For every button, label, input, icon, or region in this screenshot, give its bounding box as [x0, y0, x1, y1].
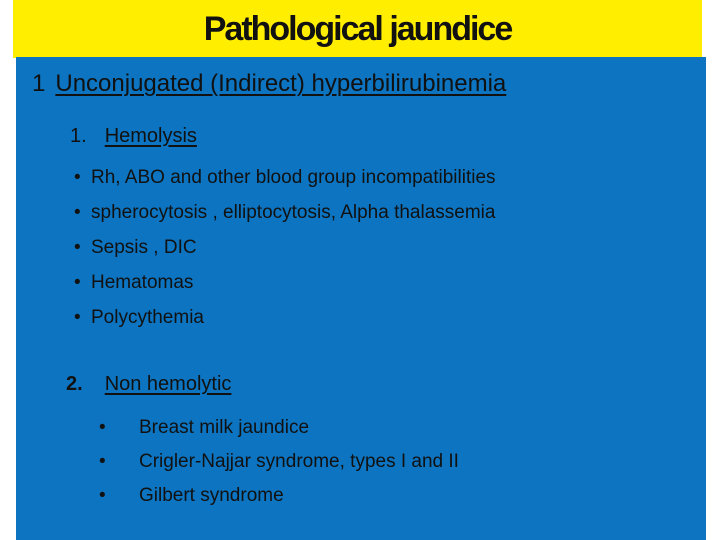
bullet-icon: •: [99, 417, 106, 438]
hemolysis-heading-text: Hemolysis: [104, 125, 197, 147]
list-item-text: spherocytosis , elliptocytosis, Alpha thalassemia: [91, 202, 496, 223]
list-item: [74, 235, 496, 270]
list-item-text: Breast milk jaundice: [139, 417, 310, 438]
bullet-icon: •: [99, 485, 106, 506]
hemolysis-number: 1.: [70, 125, 87, 147]
section-number: 1: [32, 70, 46, 97]
list-item-text: Sepsis , DIC: [91, 237, 197, 258]
bullet-icon: •: [74, 202, 81, 223]
bullet-icon: •: [74, 307, 81, 328]
list-item: [99, 415, 459, 449]
list-item: [74, 200, 496, 235]
bullet-icon: •: [99, 451, 106, 472]
non-hemolytic-number: 2.: [66, 373, 83, 395]
list-item-text: Rh, ABO and other blood group incompatibilities: [91, 167, 496, 188]
section-heading-text: Unconjugated (Indirect) hyperbilirubinemia: [55, 70, 507, 97]
non-hemolytic-list: [99, 415, 459, 517]
bullet-icon: •: [74, 272, 81, 293]
non-hemolytic-heading-text: Non hemolytic: [104, 373, 232, 395]
hemolysis-list: [74, 165, 496, 340]
bullet-icon: •: [74, 237, 81, 258]
list-item-text: Crigler-Najjar syndrome, types I and II: [139, 451, 459, 472]
list-item: [99, 483, 459, 517]
title-bar: [13, 0, 702, 58]
section-heading: [32, 70, 506, 98]
list-item: [99, 449, 459, 483]
list-item: [74, 165, 496, 200]
list-item-text: Gilbert syndrome: [139, 485, 284, 506]
list-item-text: Polycythemia: [91, 307, 204, 328]
list-item: [74, 270, 496, 305]
slide-title: Pathological jaundice: [203, 9, 512, 48]
hemolysis-heading: [70, 125, 197, 148]
bullet-icon: •: [74, 167, 81, 188]
list-item-text: Hematomas: [91, 272, 194, 293]
list-item: [74, 305, 496, 340]
non-hemolytic-heading: [66, 373, 231, 396]
